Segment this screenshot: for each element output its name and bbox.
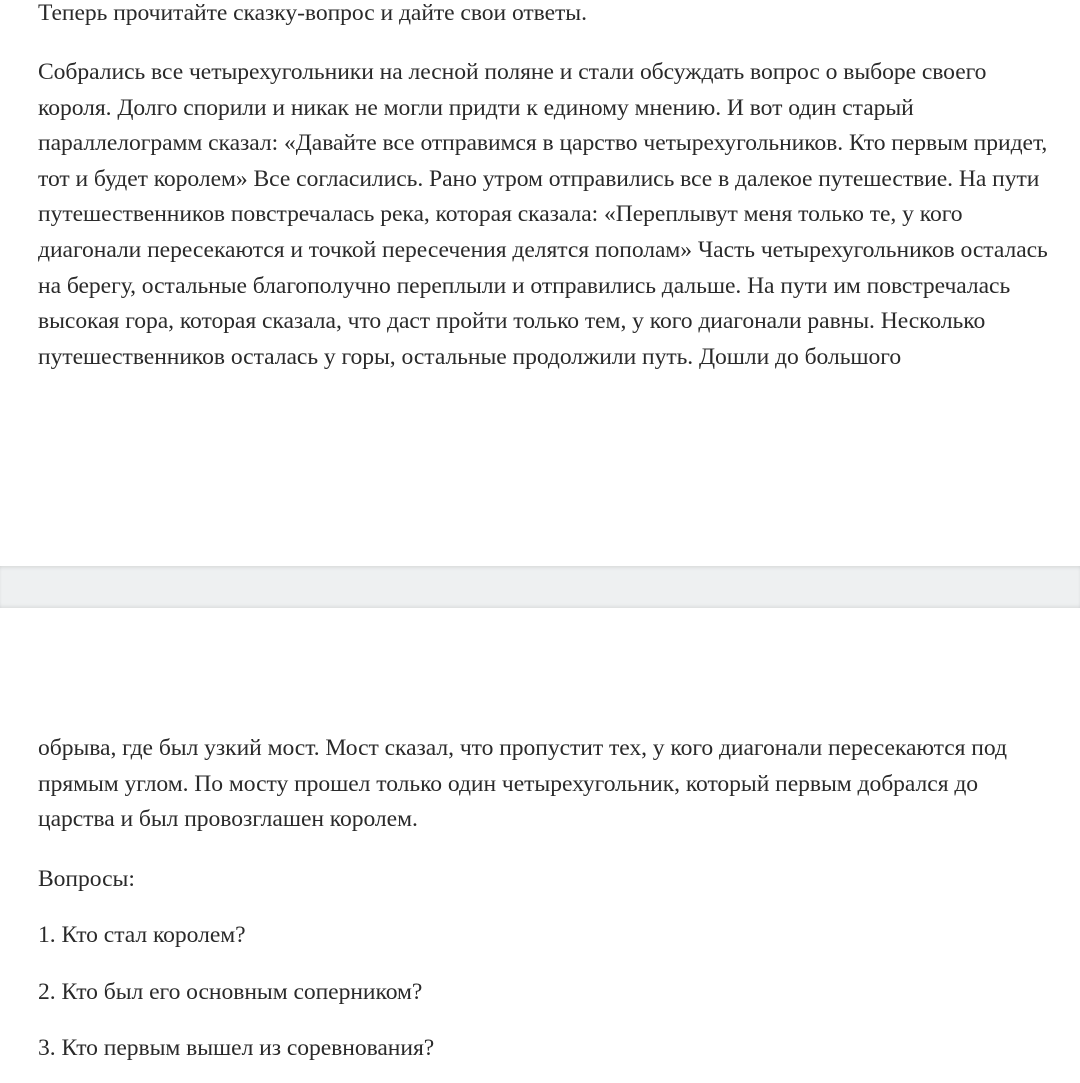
story-paragraph-part1: Собрались все четырехугольники на лесной поляне и стали обсуждать вопрос о выборе своего короля. Долго спорили и никак не могли придти к единому мнению. И вот один старый параллелограмм сказал: «Давайте все отправимся в царство четырехугольников. Кто первым придет, тот и будет королем» Все согласились. Рано утром отправились все в далекое путешествие. На пути путешественников повстречалась река, которая сказала: «Переплывут меня только те, у кого диагонали пересекаются и точкой пересечения делятся пополам» Часть четырехугольников осталась на берегу, остальные благополучно переплыли и отправились дальше. На пути им повстречалась высокая гора, которая сказала, что даст пройти только тем, у кого диагонали равны. Несколько путешественников осталась у горы, остальные продолжили путь. Дошли до большого [38,59,1048,370]
question-item-1: 1. Кто стал королем? [38,922,246,948]
document-page-bottom [0,608,1080,1083]
intro-text: Теперь прочитайте сказку-вопрос и дайте свои ответы. [38,0,587,26]
question-item-3: 3. Кто первым вышел из соревнования? [38,1035,435,1061]
page-separator [0,566,1080,608]
story-paragraph-part2: обрыва, где был узкий мост. Мост сказал, что пропустит тех, у кого диагонали пересекаются под прямым углом. По мосту прошел только один четырехугольник, который первым добрался до царства и был провозглашен королем. [38,735,1007,833]
question-item-2: 2. Кто был его основным соперником? [38,979,423,1005]
questions-heading: Вопросы: [38,866,135,892]
